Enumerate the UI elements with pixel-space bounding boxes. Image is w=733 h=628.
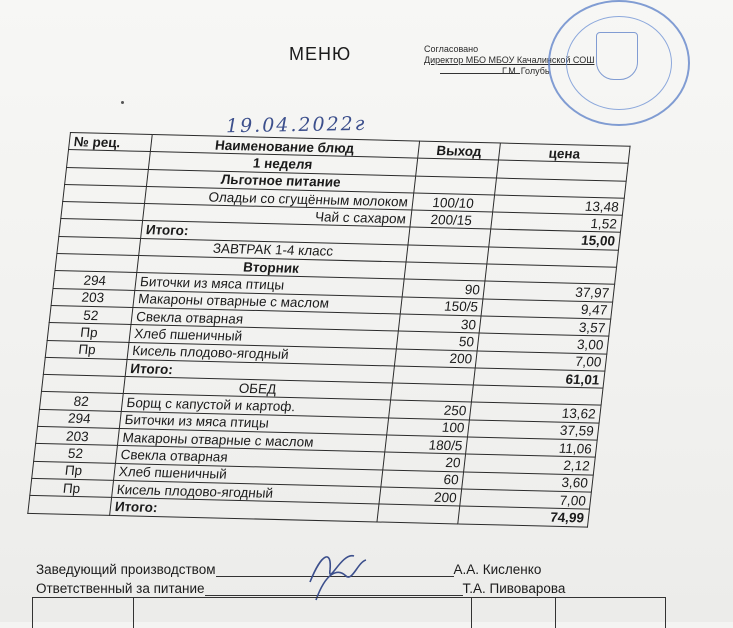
recipe-number-cell: [61, 202, 145, 221]
dish-name-cell: Льготное питание: [146, 169, 415, 193]
output-cell: 100/10: [411, 193, 495, 212]
price-cell: 13,48: [493, 195, 624, 215]
official-stamp-icon: [548, 0, 690, 126]
output-cell: 90: [402, 279, 486, 298]
output-cell: 200: [394, 349, 478, 368]
dish-name-cell: Чай с сахаром: [142, 204, 411, 228]
page-title: МЕНЮ: [289, 44, 352, 64]
dish-name-cell: Итого:: [125, 359, 394, 383]
output-cell: [390, 383, 474, 402]
price-cell: 9,47: [481, 299, 612, 319]
recipe-number-cell: [41, 375, 125, 394]
approval-caption: Согласовано: [424, 44, 479, 54]
handwritten-date: 19.04.2022г: [225, 112, 367, 138]
header-recipe-number: № рец.: [69, 133, 153, 152]
output-cell: [406, 245, 490, 264]
dish-name-cell: Итого:: [110, 498, 379, 522]
output-cell: [377, 504, 461, 523]
price-cell: 3,00: [478, 333, 609, 353]
approval-position: Директор МБО МБОУ Качалинской СОШ: [424, 55, 595, 65]
header-price: цена: [499, 143, 630, 163]
output-cell: [404, 262, 488, 281]
grid-divider: [471, 598, 472, 628]
price-cell: 61,01: [474, 368, 605, 388]
recipe-number-cell: [67, 150, 151, 169]
dish-name-cell: Оладьи со сгущённым молоком: [144, 186, 413, 210]
recipe-number-cell: Пр: [47, 323, 131, 342]
dish-name-cell: Макароны отварные с маслом: [133, 290, 402, 314]
recipe-number-cell: Пр: [30, 478, 114, 497]
price-cell: 2,12: [464, 454, 595, 474]
recipe-number-cell: 294: [53, 271, 137, 290]
stamp-emblem-icon: [596, 32, 638, 80]
dish-name-cell: ОБЕД: [123, 377, 392, 401]
handwritten-signature-icon: [302, 542, 372, 602]
price-cell: 3,60: [462, 472, 593, 492]
next-table-edge: [32, 597, 666, 628]
price-cell: 1,52: [491, 212, 622, 232]
dish-name-cell: 1 неделя: [148, 152, 417, 176]
recipe-number-cell: 203: [51, 288, 135, 307]
price-cell: 7,00: [476, 351, 607, 371]
recipe-number-cell: 82: [39, 392, 123, 411]
recipe-number-cell: 52: [49, 305, 133, 324]
dish-name-cell: Итого:: [140, 221, 409, 245]
price-cell: 37,59: [468, 420, 599, 440]
output-cell: 150/5: [400, 297, 484, 316]
recipe-number-cell: Пр: [45, 340, 129, 359]
ink-dot: [121, 101, 124, 104]
recipe-number-cell: [65, 167, 149, 186]
output-cell: 250: [388, 400, 472, 419]
recipe-number-cell: 294: [38, 409, 122, 428]
price-cell: 37,97: [483, 281, 614, 301]
price-cell: 11,06: [466, 437, 597, 457]
output-cell: [415, 158, 499, 177]
recipe-number-cell: 203: [36, 426, 120, 445]
menu-table: [27, 132, 630, 527]
recipe-number-cell: [63, 184, 147, 203]
manager-label: Заведующий производством: [36, 562, 216, 577]
menu-table-wrapper: [27, 132, 668, 528]
dish-name-cell: Макароны отварные с маслом: [117, 428, 386, 452]
dish-name-cell: Биточки из мяса птицы: [135, 273, 404, 297]
output-cell: 60: [380, 470, 464, 489]
dish-name-cell: Свекла отварная: [115, 446, 384, 470]
recipe-number-cell: [57, 236, 141, 255]
output-cell: [392, 366, 476, 385]
recipe-number-cell: [43, 357, 127, 376]
price-cell: 74,99: [458, 506, 589, 526]
recipe-number-cell: [59, 219, 143, 238]
output-cell: [408, 228, 492, 247]
approval-name: Г.М. Голубь: [502, 66, 550, 76]
output-cell: 30: [398, 314, 482, 333]
recipe-number-cell: [55, 254, 139, 273]
header-dish-name: Наименование блюд: [150, 135, 419, 159]
dish-name-cell: Борщ с капустой и картоф.: [121, 394, 390, 418]
dish-name-cell: Свекла отварная: [131, 307, 400, 331]
output-cell: 180/5: [384, 435, 468, 454]
recipe-number-cell: Пр: [32, 461, 116, 480]
footer-responsible: [36, 581, 565, 596]
recipe-number-cell: [28, 496, 112, 515]
price-cell: 3,57: [480, 316, 611, 336]
price-cell: 15,00: [489, 230, 620, 250]
grid-divider: [555, 598, 556, 628]
dish-name-cell: ЗАВТРАК 1-4 класс: [139, 238, 408, 262]
output-cell: [413, 176, 497, 195]
approval-signature-line: [440, 73, 520, 74]
dish-name-cell: Хлеб пшеничный: [113, 463, 382, 487]
dish-name-cell: Вторник: [137, 256, 406, 280]
output-cell: 50: [396, 331, 480, 350]
price-cell: 13,62: [470, 402, 601, 422]
dish-name-cell: Кисель плодово-ягодный: [111, 480, 380, 504]
responsible-label: Ответственный за питание: [36, 581, 205, 596]
dish-name-cell: Биточки из мяса птицы: [119, 411, 388, 435]
output-cell: 200/15: [409, 210, 493, 229]
dish-name-cell: Хлеб пшеничный: [129, 325, 398, 349]
recipe-number-cell: 52: [34, 444, 118, 463]
output-cell: 20: [382, 452, 466, 471]
header-output: Выход: [417, 141, 501, 160]
price-cell: 7,00: [460, 489, 591, 509]
dish-name-cell: Кисель плодово-ягодный: [127, 342, 396, 366]
grid-divider: [133, 598, 134, 628]
footer-manager: [36, 562, 541, 577]
output-cell: 200: [379, 487, 463, 506]
output-cell: 100: [386, 418, 470, 437]
manager-name: А.А. Кисленко: [453, 562, 542, 577]
responsible-name: Т.А. Пивоварова: [462, 581, 566, 596]
